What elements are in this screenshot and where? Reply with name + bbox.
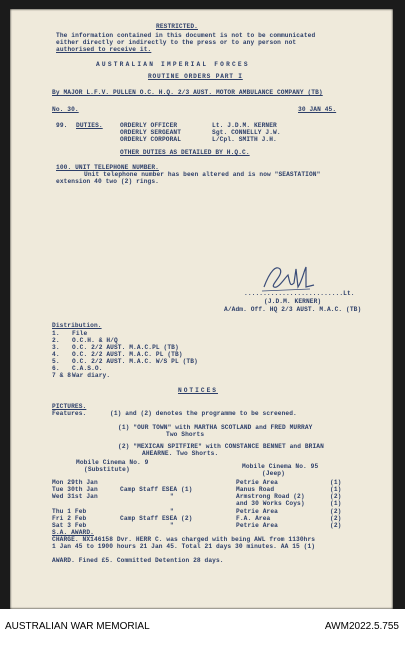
feature-line: (1) "OUR TOWN" with MARTHA SCOTLAND and FRED MURRAY <box>118 424 313 431</box>
schedule-place: Petrie Area <box>236 508 278 515</box>
schedule-mid: " <box>170 522 174 529</box>
feature-line: (2) "MEXICAN SPITFIRE" with CONSTANCE BENNET and BRIAN <box>118 443 324 450</box>
item-100-text: Unit telephone number has been altered and is now "SEASTATION" <box>84 171 321 178</box>
schedule-mid: Camp Staff ESEA (1) <box>120 486 193 493</box>
notice-line: authorised to receive it. <box>56 46 152 53</box>
signature-dashes: ..........................Lt. <box>244 290 355 297</box>
duty-role: ORDERLY CORPORAL <box>120 136 182 143</box>
distribution-item: C.A.S.O. <box>72 365 103 372</box>
schedule-prog: (2) <box>330 515 342 522</box>
notice-line: The information contained in this document is not to be communicated <box>56 32 316 39</box>
schedule-prog: (1) <box>330 500 342 507</box>
schedule-prog: (1) <box>330 479 342 486</box>
duty-role: ORDERLY SERGEANT <box>120 129 182 136</box>
orders-heading: ROUTINE ORDERS PART I <box>148 73 243 80</box>
schedule-place: F.A. Area <box>236 515 271 522</box>
duty-name: L/Cpl. SMITH J.H. <box>212 136 277 143</box>
schedule-place: Manus Road <box>236 486 275 493</box>
duty-role: ORDERLY OFFICER <box>120 122 178 129</box>
schedule-day: Thu 1 Feb <box>52 508 87 515</box>
schedule-day: Sat 3 Feb <box>52 522 87 529</box>
item-100-text: extension 40 two (2) rings. <box>56 178 159 185</box>
schedule-day: Fri 2 Feb <box>52 515 87 522</box>
schedule-prog: (2) <box>330 508 342 515</box>
charge-line: 1 Jan 45 to 1900 hours 21 Jan 45. Total 21 days 30 minutes. AA 15 (1) <box>52 543 316 550</box>
duties-label: DUTIES. <box>76 122 103 129</box>
schedule-prog: (2) <box>330 522 342 529</box>
duty-name: Sgt. CONNELLY J.W. <box>212 129 281 136</box>
distribution-num: 1. <box>52 330 60 337</box>
award-line: AWARD. Fined £5. Committed Detention 28 days. <box>52 557 224 564</box>
distribution-num: 6. <box>52 365 60 372</box>
distribution-num: 2. <box>52 337 60 344</box>
order-number: No. 30. <box>52 106 79 113</box>
footer-reference: AWM2022.5.755 <box>324 621 399 632</box>
duty-name: Lt. J.D.M. KERNER <box>212 122 277 129</box>
schedule-mid: " <box>170 493 174 500</box>
cinema-label: Mobile Cinema No. 95 <box>242 463 319 470</box>
schedule-place: Armstrong Road (2) <box>236 493 305 500</box>
cinema-sub: (Jeep) <box>262 470 285 477</box>
notice-line: either directly or indirectly to the press or to any person not <box>56 39 297 46</box>
distribution-num: 3. <box>52 344 60 351</box>
footer-bar <box>0 609 405 653</box>
schedule-day: Wed 31st Jan <box>52 493 98 500</box>
other-duties: OTHER DUTIES AS DETAILED BY H.Q.C. <box>120 149 250 156</box>
distribution-item: O.C. 2/2 AUST. M.A.C. W/S PL (TB) <box>72 358 198 365</box>
feature-line: AHEARNE. Two Shorts. <box>142 450 219 457</box>
force-heading: AUSTRALIAN IMPERIAL FORCES <box>96 61 250 68</box>
distribution-num: 7 & 8 <box>52 372 72 379</box>
distribution-num: 5. <box>52 358 60 365</box>
distribution-item: O.C.H. & H/Q <box>72 337 118 344</box>
feature-note: (1) and (2) denotes the programme to be screened. <box>110 410 297 417</box>
charge-line: CHARGE. NX146158 Dvr. HERR C. was charged with being AWL from 1130hrs <box>52 536 316 543</box>
distribution-item: O.C. 2/2 AUST. M.A.C.PL (TB) <box>72 344 179 351</box>
schedule-mid: Camp Staff ESEA (2) <box>120 515 193 522</box>
by-line: By MAJOR L.F.V. PULLEN O.C. H.Q. 2/3 AUST. MOTOR AMBULANCE COMPANY (TB) <box>52 89 323 96</box>
schedule-mid: " <box>170 508 174 515</box>
schedule-place: and 30 Works Coys) <box>236 500 305 507</box>
feature-line: Two Shorts <box>166 431 205 438</box>
order-date: 30 JAN 45. <box>298 106 337 113</box>
signatory-name: (J.D.M. KERNER) <box>264 298 322 305</box>
item-number: 99. <box>56 122 68 129</box>
distribution-item: War diary. <box>72 372 111 379</box>
distribution-num: 4. <box>52 351 60 358</box>
schedule-day: Mon 29th Jan <box>52 479 98 486</box>
distribution-heading: Distribution. <box>52 322 102 329</box>
notices-heading: NOTICES <box>178 387 218 394</box>
schedule-prog: (2) <box>330 493 342 500</box>
signatory-title: A/Adm. Off. HQ 2/3 AUST. M.A.C. (TB) <box>224 306 362 313</box>
footer-source: AUSTRALIAN WAR MEMORIAL <box>5 621 150 632</box>
schedule-prog: (1) <box>330 486 342 493</box>
distribution-item: O.C. 2/2 AUST. M.A.C. PL (TB) <box>72 351 183 358</box>
cinema-sub: (Substitute) <box>84 466 130 473</box>
features-label: Features. <box>52 410 87 417</box>
document-page <box>10 9 393 609</box>
sa-award-line: S.A. AWARD. <box>52 529 94 536</box>
distribution-item: File <box>72 330 88 337</box>
restricted-heading: RESTRICTED. <box>156 23 198 30</box>
pictures-label: PICTURES. <box>52 403 87 410</box>
schedule-day: Tue 30th Jan <box>52 486 98 493</box>
schedule-place: Petrie Area <box>236 522 278 529</box>
cinema-label: Mobile Cinema No. 9 <box>76 459 149 466</box>
schedule-place: Petrie Area <box>236 479 278 486</box>
item-100-heading: 100. UNIT TELEPHONE NUMBER. <box>56 164 159 171</box>
